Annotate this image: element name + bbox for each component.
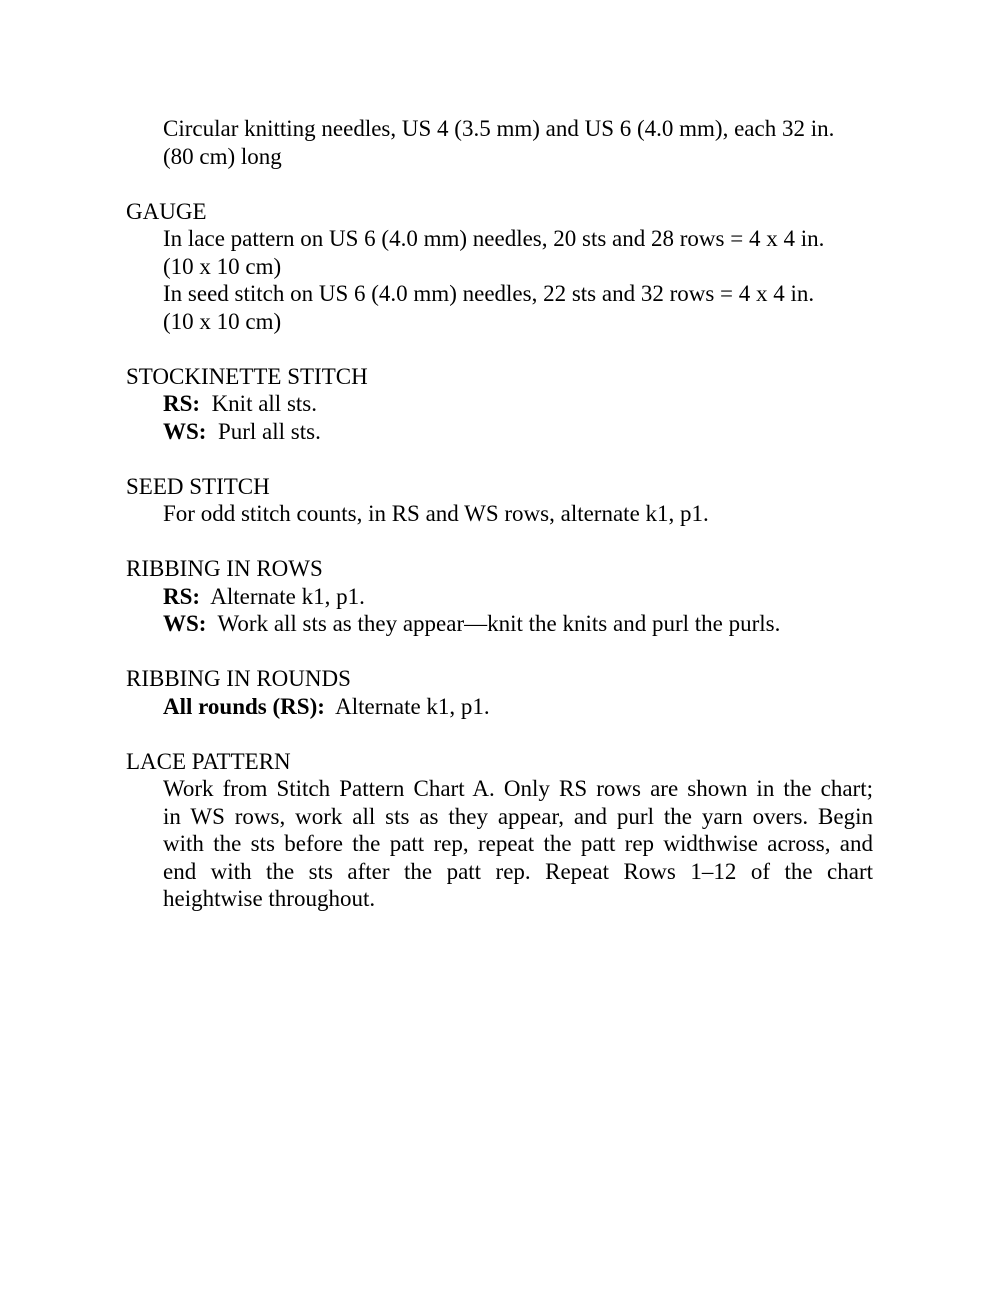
text-line: For odd stitch counts, in RS and WS rows, alternate k1, p1.: [163, 501, 709, 526]
term-definition: Knit all sts.: [200, 391, 317, 416]
text-line: [163, 390, 873, 418]
section-spacer: [126, 170, 873, 198]
term-label: WS:: [163, 418, 207, 444]
text-line: Work from Stitch Pattern Chart A. Only RS rows are shown in the chart;: [163, 776, 873, 801]
text-line: Circular knitting needles, US 4 (3.5 mm) and US 6 (4.0 mm), each 32 in.: [163, 116, 835, 141]
section-spacer: [126, 335, 873, 363]
section-spacer: [126, 528, 873, 556]
page-content: [126, 115, 873, 913]
text-line: [163, 418, 873, 446]
text-line: (10 x 10 cm): [163, 253, 282, 279]
text-line: (80 cm) long: [163, 143, 282, 169]
text-line: In lace pattern on US 6 (4.0 mm) needles, 20 sts and 28 rows = 4 x 4 in.: [163, 226, 825, 251]
text-line: [163, 610, 873, 638]
section-heading: RIBBING IN ROUNDS: [126, 666, 351, 691]
section-heading: RIBBING IN ROWS: [126, 556, 323, 581]
text-line: heightwise throughout.: [163, 886, 376, 911]
term-definition: Work all sts as they appear—knit the knits and purl the purls.: [206, 611, 781, 636]
term-definition: Alternate k1, p1.: [200, 583, 365, 609]
term-definition: Purl all sts.: [206, 418, 321, 444]
section-spacer: [126, 445, 873, 473]
text-line: end with the sts after the patt rep. Repeat Rows 1–12 of the chart: [163, 858, 873, 884]
term-definition: Alternate k1, p1.: [324, 693, 490, 719]
text-line: in WS rows, work all sts as they appear, and purl the yarn overs. Begin: [163, 803, 873, 829]
term-label: All rounds (RS):: [163, 693, 325, 719]
section-spacer: [126, 720, 873, 748]
section-heading: STOCKINETTE STITCH: [126, 363, 368, 389]
text-line: (10 x 10 cm): [163, 308, 282, 334]
text-line: [163, 583, 873, 611]
section-heading: GAUGE: [126, 198, 207, 224]
section-spacer: [126, 638, 873, 666]
term-label: RS:: [163, 391, 201, 416]
section-heading: LACE PATTERN: [126, 748, 291, 774]
text-line: [163, 693, 873, 721]
term-label: WS:: [163, 611, 207, 636]
text-line: with the sts before the patt rep, repeat the patt rep widthwise across, and: [163, 831, 873, 856]
text-line: In seed stitch on US 6 (4.0 mm) needles, 22 sts and 32 rows = 4 x 4 in.: [163, 281, 815, 306]
section-heading: SEED STITCH: [126, 473, 270, 499]
term-label: RS:: [163, 583, 201, 609]
